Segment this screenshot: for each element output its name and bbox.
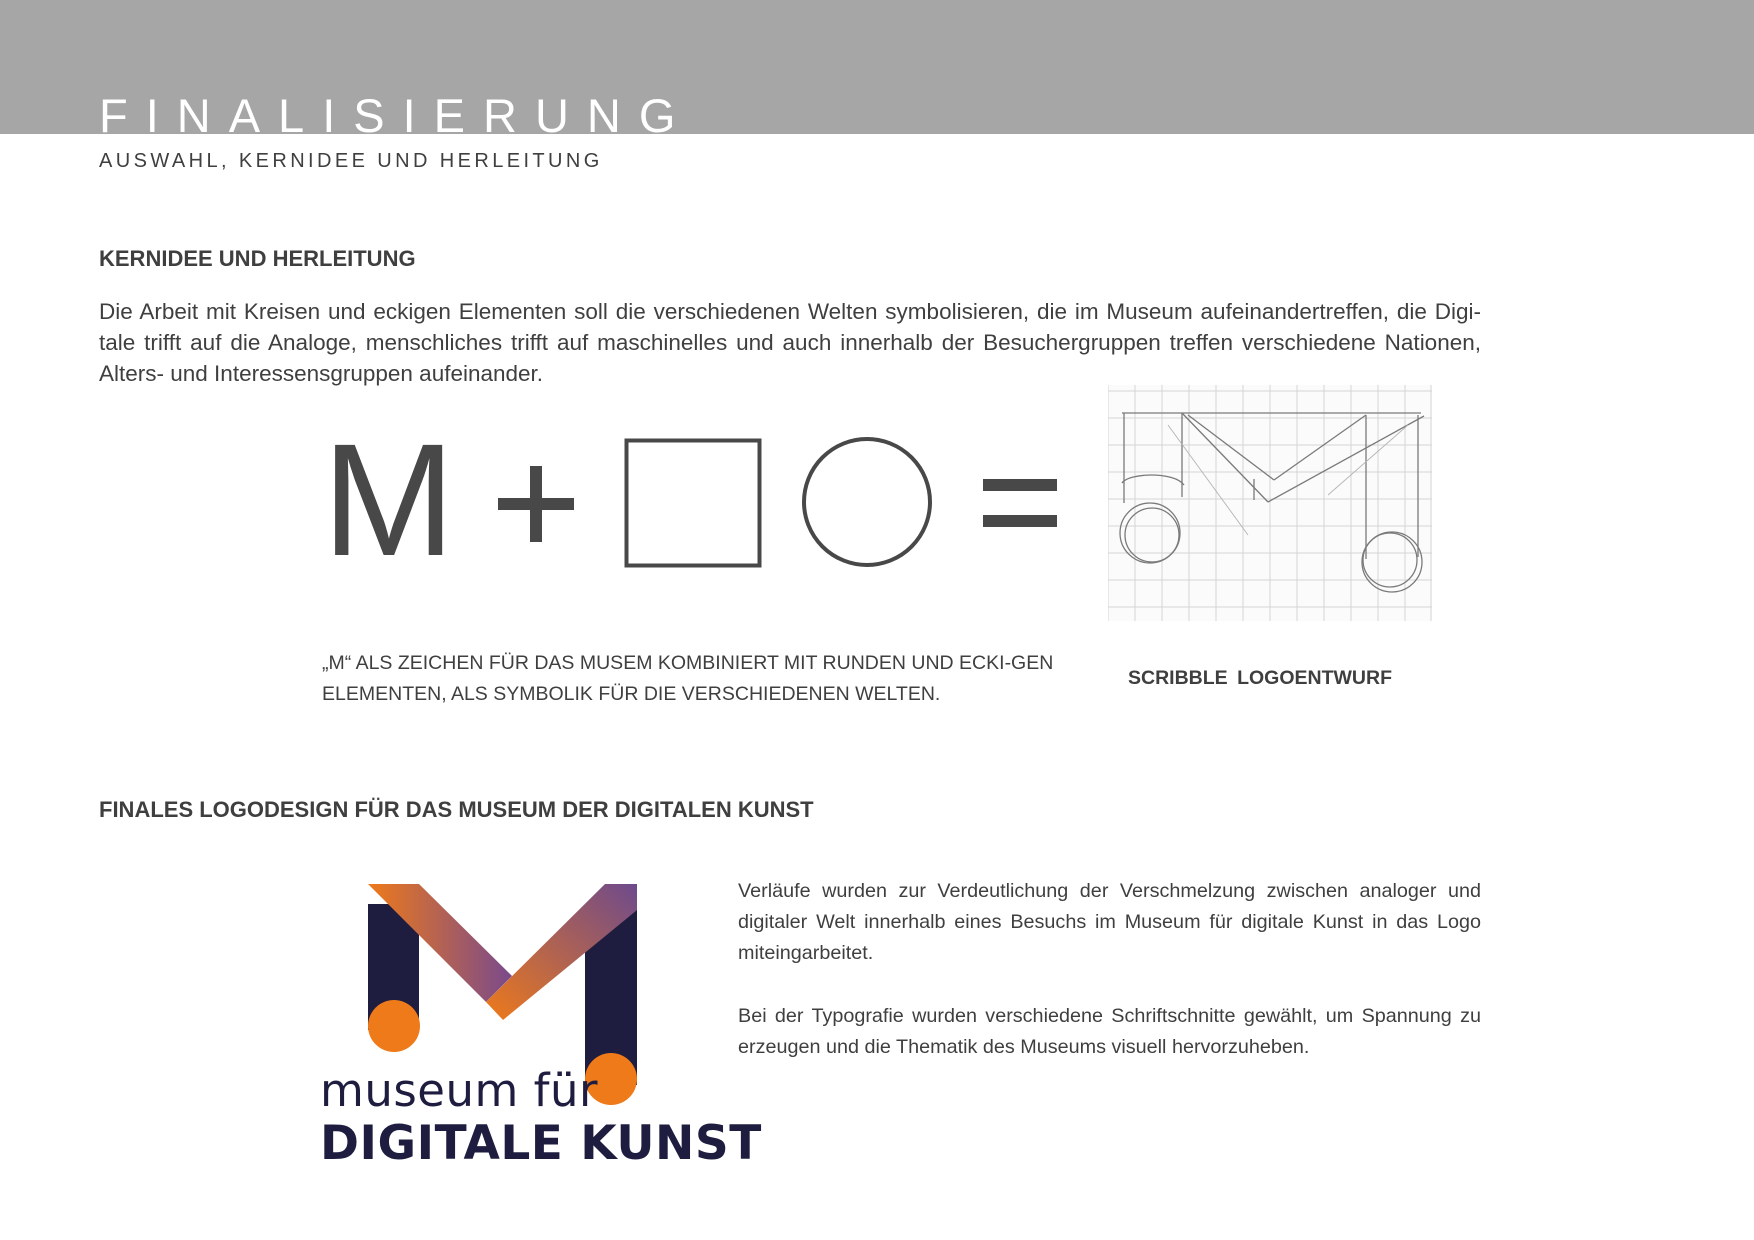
formula-caption: „M“ ALS ZEICHEN FÜR DAS MUSEM KOMBINIERT MIT RUNDEN UND ECKI-GEN ELEMENTEN, ALS SYMBOLIK FÜR DIE VERSCHIEDENEN WELTEN. [322,652,1054,705]
logo-text-digitale-kunst: DIGITALE KUNST [320,1116,762,1171]
equals-icon [983,479,1057,527]
logo-description-paragraph-1: Verläufe wurden zur Verdeutlichung der Verschmelzung zwischen analoger und digitaler Welt innerhalb eines Besuchs im Museum für digitale Kunst in das Logo miteingarbeitet. [738,880,1481,964]
page-title: FINALISIERUNG [99,89,694,142]
section-heading-kernidee: KERNIDEE UND HERLEITUNG [99,246,416,271]
plus-icon [498,466,574,542]
logo-description-paragraph-2: Bei der Typografie wurden verschiedene Schriftschnitte gewählt, um Spannung zu erzeugen und die Thematik des Museums visuell hervorzuheben. [738,1005,1481,1058]
section-heading-logodesign: FINALES LOGODESIGN FÜR DAS MUSEUM DER DIGITALEN KUNST [99,797,814,822]
sketch-image [1108,385,1432,621]
formula-letter-m: M [322,410,456,589]
logo-text-museum-fuer: museum für [320,1064,599,1117]
circle-icon [800,435,934,569]
intro-paragraph: Die Arbeit mit Kreisen und eckigen Elementen soll die verschiedenen Welten symbolisieren, die im Museum aufeinandertreffen, die Digi-tale trifft auf die Analoge, menschliches trifft auf maschinelles und auch innerhalb der Besuchergruppen treffen verschiedene Nationen, Alters- und Interessensgruppen aufeinander. [99,299,1481,386]
sketch-caption: SCRIBBLE LOGOENTWURF [1128,667,1392,689]
square-icon [624,438,762,568]
page-subtitle: AUSWAHL, KERNIDEE UND HERLEITUNG [99,150,603,172]
